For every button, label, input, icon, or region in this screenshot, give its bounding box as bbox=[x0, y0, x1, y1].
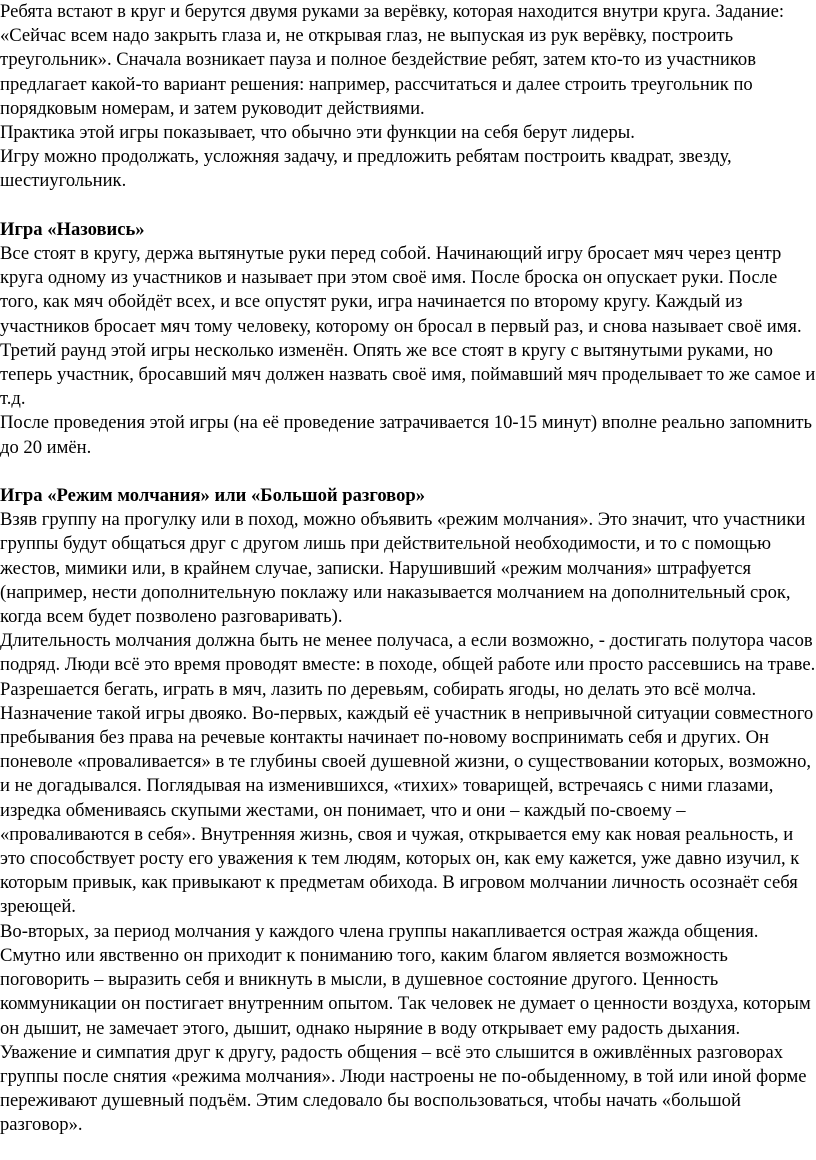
silence-paragraph-2: Длительность молчания должна быть не менее получаса, а если возможно, - достигать полутора часов подряд. Люди всё это время проводят вместе: в походе, общей работе или просто рассевшись на траве. Разрешается бегать, играть в мяч, лазить по деревьям, собирать ягоды, но делать это всё молча. bbox=[0, 630, 816, 700]
nazovis-paragraph-3: После проведения этой игры (на её проведение затрачивается 10-15 минут) вполне реально запомнить до 20 имён. bbox=[0, 412, 813, 458]
silence-paragraph-4: Во-вторых, за период молчания у каждого члена группы накапливается острая жажда общения. Смутно или явственно он приходит к пониманию того, каким благом является возможность поговорить – выразить себя и вникнуть в мысли, в душевное состояние другого. Ценность коммуникации он постигает внутренним опытом. Так человек не думает о ценности воздуха, которым он дышит, не замечает этого, дышит, однако ныряние в воду открывает ему радость дыхания. bbox=[0, 920, 811, 1039]
silence-paragraph-3: Назначение такой игры двояко. Во-первых, каждый её участник в непривычной ситуации совместного пребывания без права на речевые контакты начинает по-новому воспринимать себя и других. Он поневоле «проваливается» в те глубины своей душевной жизни, о существовании которых, возможно, и не догадывался. Поглядывая на изменившихся, «тихих» товарищей, встречаясь с ними глазами, изредка обмениваясь скупыми жестами, он понимает, что и они – каждый по-своему – «проваливаются в себя». Внутренняя жизнь, своя и чужая, открывается ему как новая реальность, и это способствует росту его уважения к тем людям, которых он, как ему кажется, уже давно изучил, к которым привык, как привыкают к предметам обихода. В игровом молчании личность осознаёт себя зреющей. bbox=[0, 702, 814, 918]
intro-paragraph-2: Практика этой игры показывает, что обычно эти функции на себя берут лидеры. bbox=[0, 122, 635, 144]
silence-section bbox=[0, 484, 816, 1137]
nazovis-section bbox=[0, 218, 816, 460]
section-spacer bbox=[0, 194, 816, 218]
silence-heading: Игра «Режим молчания» или «Большой разговор» bbox=[0, 485, 426, 507]
intro-paragraph-3: Игру можно продолжать, усложняя задачу, и предложить ребятам построить квадрат, звезду, шестиугольник. bbox=[0, 146, 732, 192]
nazovis-paragraph-1: Все стоят в кругу, держа вытянутые руки перед собой. Начинающий игру бросает мяч через центр круга одному из участников и называет при этом своё имя. После броска он опускает руки. После того, как мяч обойдёт всех, и все опустят руки, игра начинается по второму кругу. Каждый из участников бросает мяч тому человеку, которому он бросал в первый раз, и снова называет своё имя. bbox=[0, 243, 802, 337]
section-spacer bbox=[0, 460, 816, 484]
nazovis-heading: Игра «Назовись» bbox=[0, 218, 145, 240]
silence-paragraph-5: Уважение и симпатия друг к другу, радость общения – всё это слышится в оживлённых разговорах группы после снятия «режима молчания». Люди настроены не по-обыденному, в той или иной форме переживают душевный подъём. Этим следовало бы воспользоваться, чтобы начать «большой разговор». bbox=[0, 1041, 807, 1136]
intro-section bbox=[0, 0, 816, 194]
intro-paragraph-1: Ребята встают в круг и берутся двумя руками за верёвку, которая находится внутри круга. Задание: «Сейчас всем надо закрыть глаза и, не открывая глаз, не выпуская из рук верёвку, построить треугольник». Сначала возникает пауза и полное бездействие ребят, затем кто-то из участников предлагает какой-то вариант решения: например, рассчитаться и далее строить треугольник по порядковым номерам, и затем руководит действиями. bbox=[0, 1, 785, 119]
silence-paragraph-1: Взяв группу на прогулку или в поход, можно объявить «режим молчания». Это значит, что участники группы будут общаться друг с другом лишь при действительной необходимости, и то с помощью жестов, мимики или, в крайнем случае, записки. Нарушивший «режим молчания» штрафуется (например, нести дополнительную поклажу или наказывается молчанием на дополнительный срок, когда всем будет позволено разговаривать). bbox=[0, 509, 806, 628]
nazovis-paragraph-2: Третий раунд этой игры несколько изменён. Опять же все стоят в кругу с вытянутыми руками, но теперь участник, бросавший мяч должен назвать своё имя, поймавший мяч проделывает то же самое и т.д. bbox=[0, 339, 816, 410]
